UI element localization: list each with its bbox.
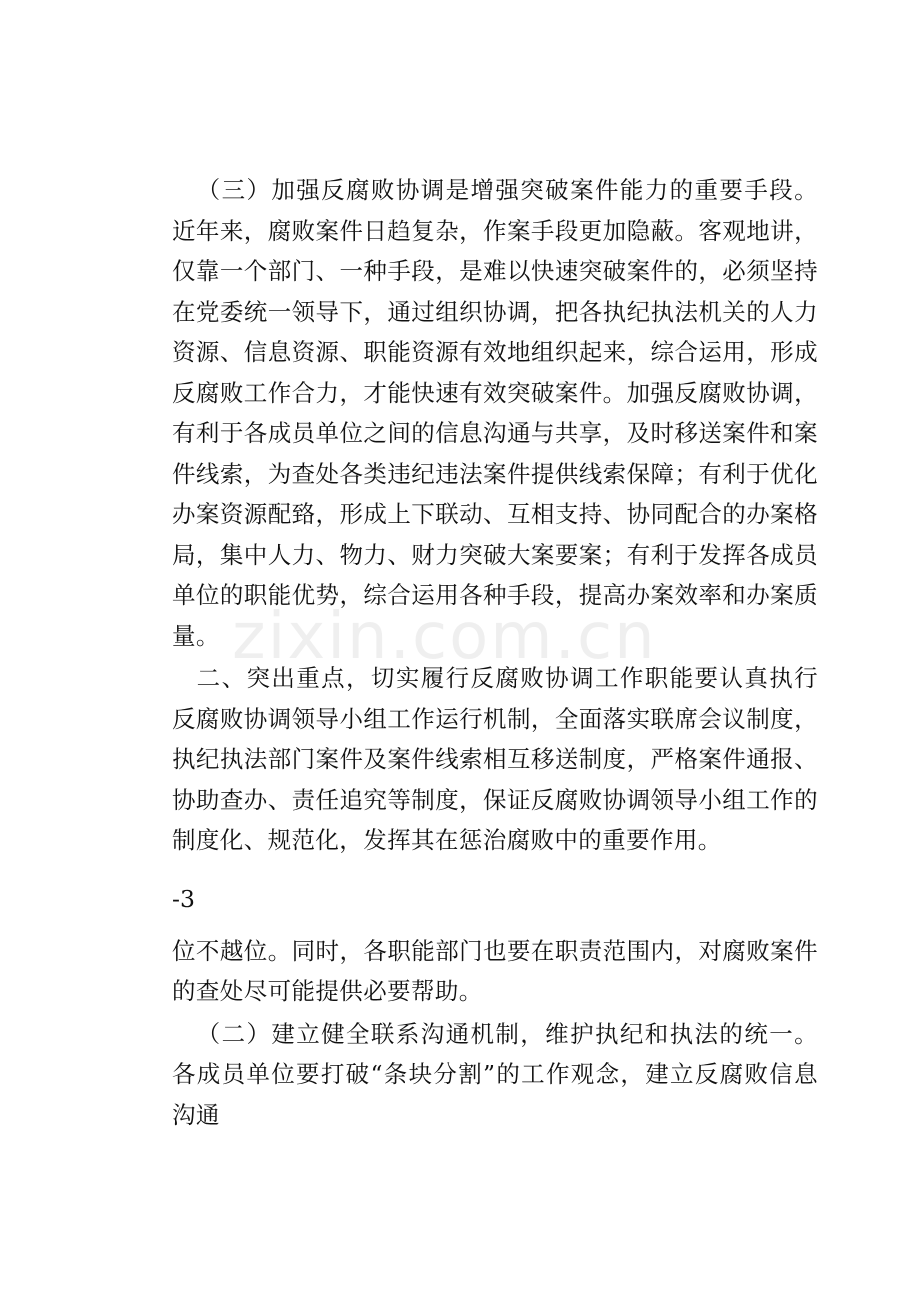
paragraph-continuation: 位不越位。同时，各职能部门也要在职责范围内，对腐败案件的查处尽可能提供必要帮助。 (172, 936, 818, 1005)
page-number: -3 (172, 884, 195, 913)
document-page (172, 170, 818, 1135)
paragraph-communication-mechanism: （二）建立健全联系沟通机制，维护执纪和执法的统一。各成员单位要打破“条块分割”的工作观念，建立反腐败信息沟通 (172, 1019, 818, 1129)
paragraph-anti-corruption-coordination: （三）加强反腐败协调是增强突破案件能力的重要手段。近年来，腐败案件日趋复杂，作案手段更加隐蔽。客观地讲，仅靠一个部门、一种手段，是难以快速突破案件的，必须坚持在党委统一领导下，通过组织协调，把各执纪执法机关的人力资源、信息资源、职能资源有效地组织起来，综合运用，形成反腐败工作合力，才能快速有效突破案件。加强反腐败协调，有利于各成员单位之间的信息沟通与共享，及时移送案件和案件线索，为查处各类违纪违法案件提供线索保障；有利于优化办案资源配臵，形成上下联动、互相支持、协同配合的办案格局，集中人力、物力、财力突破大案要案；有利于发挥各成员单位的职能优势，综合运用各种手段，提高办案效率和办案质量。 (172, 176, 818, 650)
paragraph-key-points: 二、突出重点，切实履行反腐败协调工作职能要认真执行反腐败协调领导小组工作运行机制，全面落实联席会议制度，执纪执法部门案件及案件线索相互移送制度，严格案件通报、协助查办、责任追究等制度，保证反腐败协调领导小组工作的制度化、规范化，发挥其在惩治腐败中的重要作用。 (172, 664, 818, 854)
watermark: zixin.com.cn (232, 600, 657, 674)
